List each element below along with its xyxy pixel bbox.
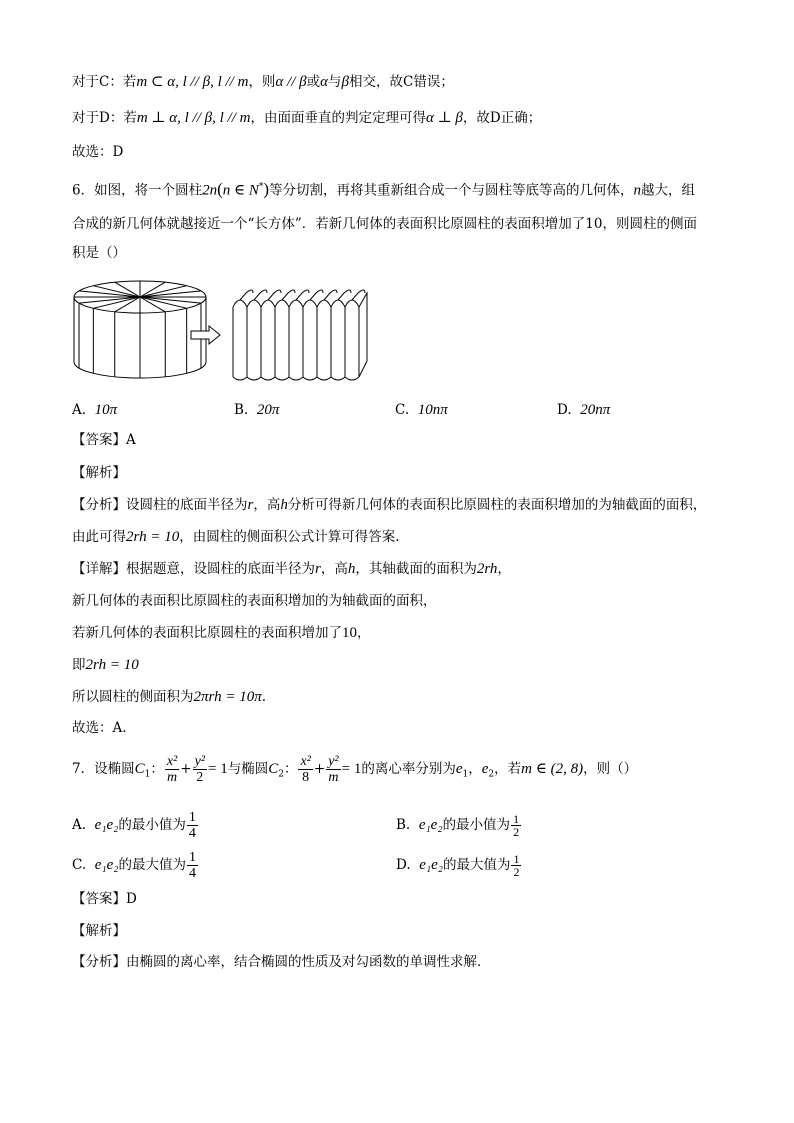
fraction [187,810,198,841]
q6-option-d[interactable] [557,400,610,420]
answer-tag: 【答案】 [72,432,126,448]
prism-back-ridge [324,290,337,300]
option-value: 10π [94,402,118,418]
text: 越大，组 [641,182,696,199]
q6-fx-line-2 [72,527,400,547]
option-label: C. [72,857,87,873]
prism-wedge-top [275,300,289,307]
denominator: 2 [513,865,520,879]
q6-stem-line-1 [72,177,695,201]
option-text: 的最小值为 [118,817,186,833]
option-label: D. [557,402,572,418]
denominator: 2 [196,770,204,785]
q6-answer [72,430,136,450]
math: e [455,761,463,777]
cylinder-spoke [93,286,140,297]
text: ，高 [320,561,348,577]
math: m ∈ (2, 8) [521,761,584,777]
math: β [341,74,349,90]
math: + [180,761,192,777]
math: + [313,761,326,777]
math: e₁e₂ [94,817,119,833]
math: n [633,182,642,199]
math: 10 [342,625,357,641]
q6-option-b[interactable] [234,400,279,420]
math: α ⊥ β [425,110,463,126]
q7-option-d[interactable] [396,848,522,882]
text: 或 [306,74,321,90]
prism-wedge-top [261,300,275,307]
q7-analysis-tag [72,921,126,941]
q6-xj-line-3 [72,623,371,643]
denominator: 4 [188,826,196,841]
cylinder-spoke [140,286,187,297]
text: ，由圆柱的侧面积公式计算可得答案. [179,529,400,545]
detail-tag: 【详解】 [72,561,126,577]
analysis-tag: 【解析】 [72,465,126,481]
numerator: 1 [188,850,196,865]
q6-figure [70,277,390,392]
math: 1 [462,769,469,780]
q6-option-c[interactable] [395,400,448,420]
text: 由椭圆的离心率，结合椭圆的性质及对勾函数的单调性求解． [126,954,491,970]
numerator: x² [166,754,178,769]
q7-option-a[interactable] [72,808,199,842]
option-label: B. [234,402,249,418]
q6-fx-line-1 [72,495,706,515]
q6-option-a[interactable] [72,400,117,420]
prism-back-ridge [296,290,309,300]
denominator: 8 [302,770,310,785]
text: 6．如图，将一个圆柱 [72,182,203,199]
math: 2 [278,769,284,780]
option-text: 的最小值为 [442,817,511,833]
text: 由此可得 [72,529,126,545]
q6-analysis-tag [72,463,126,483]
prism-back-ridge [282,290,295,300]
text: 故选：D [72,144,124,160]
numerator: 1 [513,852,520,866]
prism-wedge-bottom [331,377,345,380]
q6-xj-line-5 [72,687,266,707]
text: ，由面面垂直的判定定理可得 [250,110,426,126]
prism-side-face [359,293,367,377]
prism-wedge-bottom [345,377,359,380]
answer-value: A [126,432,136,448]
q6-stem-line-3 [72,243,126,263]
prism-figure [233,290,367,380]
choose-line [72,142,123,162]
prism-wedge-top [303,300,317,307]
option-text: 的最大值为 [442,857,511,873]
option-c-analysis-line [72,72,454,92]
q7-stem [72,752,637,792]
text: ： [150,761,164,777]
q7-option-c[interactable] [72,848,199,882]
math: e₁e₂ [94,857,119,873]
option-text: 的最大值为 [118,857,186,873]
text: 与椭圆 [227,761,269,777]
option-value: 10nπ [417,402,448,418]
math: h [347,561,356,577]
math: ) [263,179,270,199]
numerator: y² [328,754,339,769]
text: ，则（） [583,761,638,777]
prism-wedge-bottom [289,377,303,380]
option-value: 20π [256,402,280,418]
fraction [298,754,312,785]
numerator: x² [300,754,311,769]
q7-option-b[interactable] [396,808,522,842]
q6-stem-line-2 [72,214,697,234]
prism-wedge-top [289,300,303,307]
text: ： [283,761,298,777]
math: ( [217,179,223,199]
option-label: C. [395,402,410,418]
prism-wedge-bottom [317,377,331,380]
prism-back-ridge [268,290,281,300]
denominator: m [166,770,178,785]
text: 积是（） [72,245,126,261]
text: 的离心率分别为 [361,761,456,777]
math: r [315,561,321,577]
fraction [165,754,179,785]
prism-wedge-bottom [303,377,317,380]
math: = 1 [341,761,362,777]
text: 7．设椭圆 [72,761,135,777]
prism-wedge-bottom [261,377,275,380]
prism-back-ridge [310,290,323,300]
option-label: B. [396,817,411,833]
math: * [258,182,264,192]
math: 2πrh = 10π [193,689,262,705]
prism-wedge-bottom [275,377,289,380]
analysis-subtag: 【分析】 [72,954,126,970]
math: 2n [202,182,218,199]
analysis-subtag: 【分析】 [72,497,126,513]
prism-wedge-top [233,300,247,307]
prism-back-ridge [254,290,267,300]
q6-choose [72,718,127,738]
prism-back-ridge [352,290,365,300]
fraction [326,754,340,785]
math: 1 [144,769,151,780]
text: ，故D正确； [462,110,542,126]
text: 等分切割，再将其重新组合成一个与圆柱等底等高的几何体， [269,182,634,199]
text: 相交，故C错误； [348,74,454,90]
option-label: A. [72,402,87,418]
denominator: 2 [513,825,520,839]
prism-wedge-top [317,300,331,307]
text: ， [497,561,511,577]
prism-wedge-bottom [233,377,247,380]
math: C [268,761,279,777]
text: 故选：A. [72,720,127,736]
fraction [187,850,198,881]
text: 根据题意，设圆柱的底面半径为 [126,561,315,577]
math: e₁e₂ [419,857,443,873]
math: 2rh = 10 [126,529,180,545]
prism-back-ridge [338,290,351,300]
numerator: 1 [188,810,196,825]
q7-answer [72,889,137,909]
cylinder-figure [74,281,206,378]
q6-xj-line-4 [72,655,139,675]
fraction [193,754,207,785]
math: r [247,497,254,513]
math: e [481,761,489,777]
prism-wedge-top [247,300,261,307]
text: 分析可得新几何体的表面积比原圆柱的表面积增加的为轴截面的面积， [287,497,707,513]
text: 设圆柱的底面半径为 [126,497,248,513]
analysis-tag: 【解析】 [72,923,126,939]
cylinder-spoke [140,297,187,308]
text: 若新几何体的表面积比原圆柱的表面积增加了 [72,625,342,641]
text: 所以圆柱的侧面积为 [72,689,194,705]
option-label: A. [72,817,87,833]
cylinder-spoke [93,297,140,308]
answer-tag: 【答案】 [72,891,126,907]
math: = 1 [208,761,228,777]
option-label: D. [396,857,411,873]
math: 2 [488,769,495,780]
prism-wedge-top [345,300,359,307]
text: . [261,689,267,705]
text: ， [357,625,371,641]
text: ，其轴截面的面积为 [355,561,477,577]
prism-wedge-top [331,300,345,307]
text: 对于C：若 [72,74,137,90]
text: ，若 [494,761,522,777]
q7-fx-line-1 [72,952,491,972]
text: 新几何体的表面积比原圆柱的表面积增加的为轴截面的面积， [72,593,437,609]
option-value: 20nπ [580,402,611,418]
math: 2rh [476,561,498,577]
math: α // β [275,74,307,90]
math: α [320,74,328,90]
math: C [134,761,145,777]
text: 与 [328,74,342,90]
fraction [511,813,521,838]
fraction [511,853,521,878]
math: m ⊂ α, l // β, l // m [136,74,249,90]
option-d-analysis-line [72,108,541,128]
math: 2rh = 10 [85,657,139,673]
q6-xj-line-2 [72,591,437,611]
denominator: 4 [188,866,196,881]
denominator: m [328,770,339,785]
prism-back-ridge [240,290,253,300]
math: h [280,497,288,513]
q6-xj-line-1 [72,559,511,579]
math: m ⊥ α, l // β, l // m [136,110,251,126]
text: 对于D：若 [72,110,137,126]
text: 合成的新几何体就越接近一个“长方体”．若新几何体的表面积比原圆柱的表面积增加了10，则圆柱的侧面 [72,216,697,232]
math: n ∈ N [222,182,259,199]
text: ， [468,761,482,777]
numerator: y² [194,754,205,769]
numerator: 1 [513,812,520,826]
prism-wedge-bottom [247,377,261,380]
text: 即 [72,657,86,673]
text: ，则 [248,74,276,90]
math: e₁e₂ [418,817,443,833]
answer-value: D [126,891,137,907]
text: ，高 [253,497,281,513]
